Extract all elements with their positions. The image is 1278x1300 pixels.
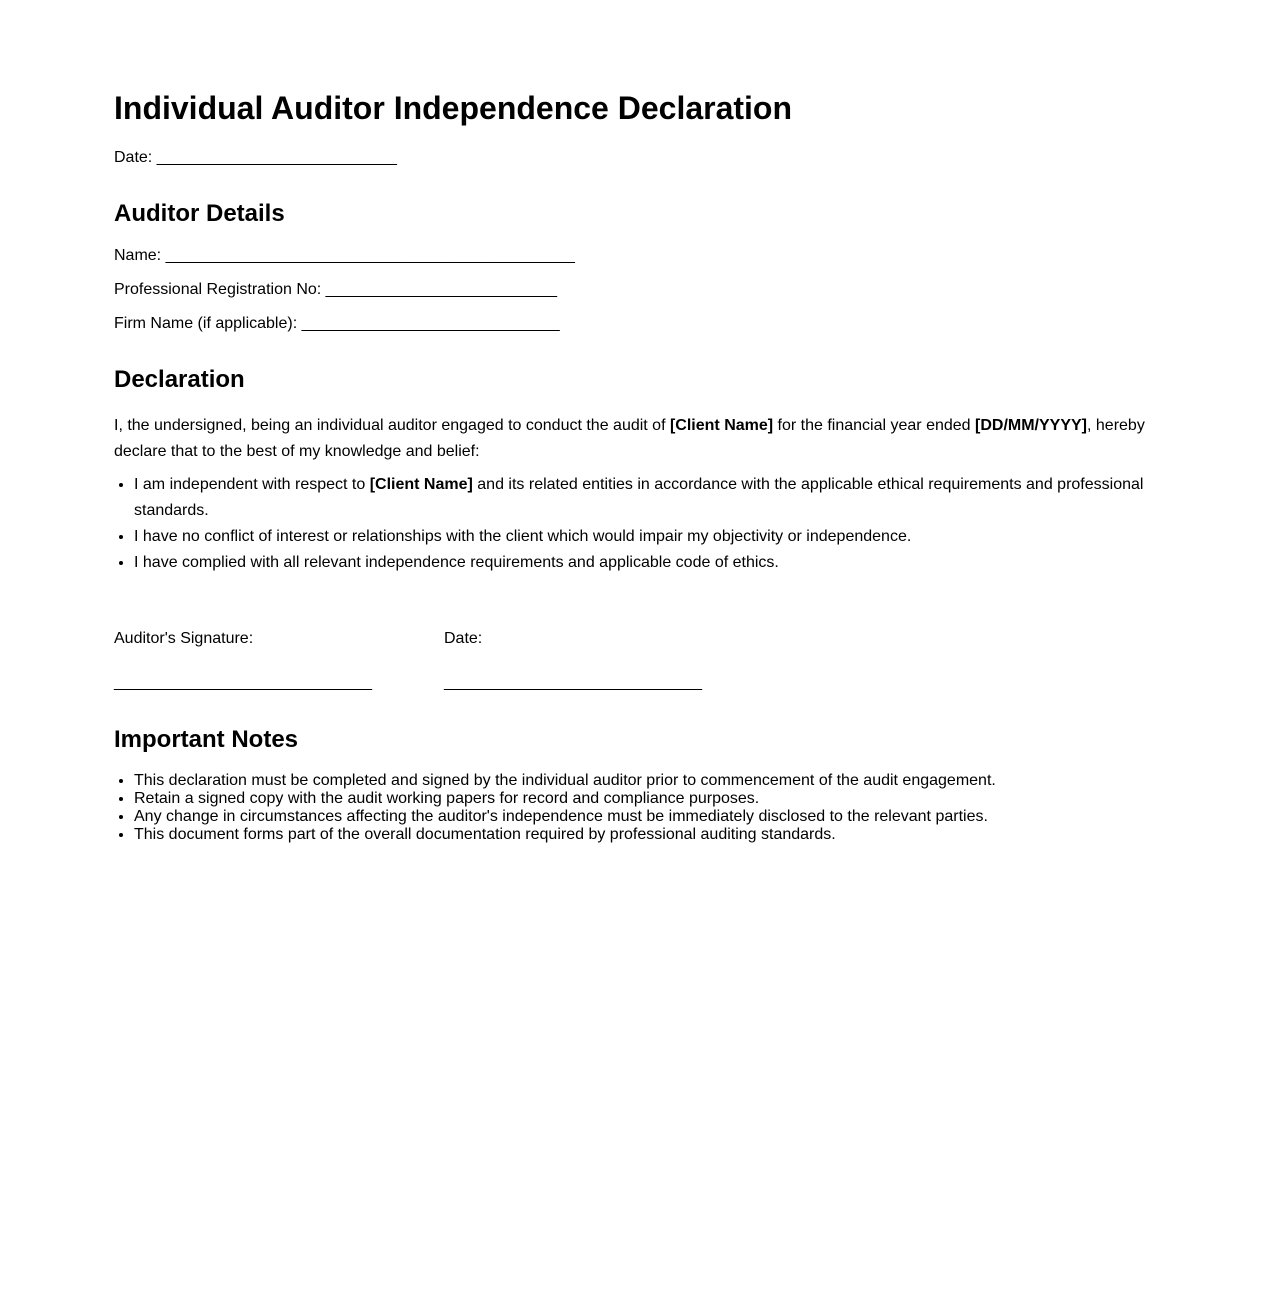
list-item-text: and its related entities in accordance with the applicable ethical requirements and professional standards.	[134, 476, 1144, 519]
list-item-text: I am independent with respect to	[134, 476, 370, 493]
registration-number-field: Professional Registration No: __________________________	[114, 281, 558, 298]
list-item: • This document forms part of the overall documentation required by professional auditing standards.	[134, 826, 1174, 844]
date-field: Date: ___________________________	[114, 149, 397, 166]
intro-text-2: for the financial year ended	[773, 417, 975, 434]
auditor-details-heading: Auditor Details	[114, 200, 285, 227]
declaration-list	[114, 472, 1174, 576]
year-end-date-placeholder: [DD/MM/YYYY]	[975, 417, 1087, 434]
page-title: Individual Auditor Independence Declaration	[114, 90, 793, 126]
declaration-item-no-conflict: • I have no conflict of interest or relationships with the client which would impair my objectivity or independence.	[134, 524, 1174, 550]
signature-date-line: _____________________________	[444, 674, 703, 691]
signature-date-label: Date:	[444, 630, 483, 647]
declaration-item-compliance: • I have complied with all relevant independence requirements and applicable code of ethics.	[134, 550, 1174, 576]
important-notes-heading: Important Notes	[114, 726, 299, 753]
notes-list	[114, 772, 1174, 844]
list-item: • Any change in circumstances affecting the auditor's independence must be immediately disclosed to the relevant parties.	[134, 808, 1174, 826]
intro-text-1: I, the undersigned, being an individual auditor engaged to conduct the audit of	[114, 417, 670, 434]
signature-line: _____________________________	[114, 674, 373, 691]
client-name-placeholder: [Client Name]	[369, 476, 473, 493]
firm-name-field: Firm Name (if applicable): _____________________________	[114, 315, 560, 332]
declaration-intro	[114, 413, 1154, 465]
signature-label: Auditor's Signature:	[114, 630, 254, 647]
name-field: Name: ______________________________________________	[114, 247, 575, 264]
list-item: • Retain a signed copy with the audit working papers for record and compliance purposes.	[134, 790, 1174, 808]
list-item: • This declaration must be completed and signed by the individual auditor prior to commencement of the audit engagement.	[134, 772, 1174, 790]
intro-text-3: , hereby declare that to the best of my knowledge and belief:	[114, 417, 1145, 460]
declaration-item-independence	[134, 472, 1174, 524]
declaration-heading: Declaration	[114, 366, 245, 393]
client-name-placeholder: [Client Name]	[669, 417, 774, 434]
